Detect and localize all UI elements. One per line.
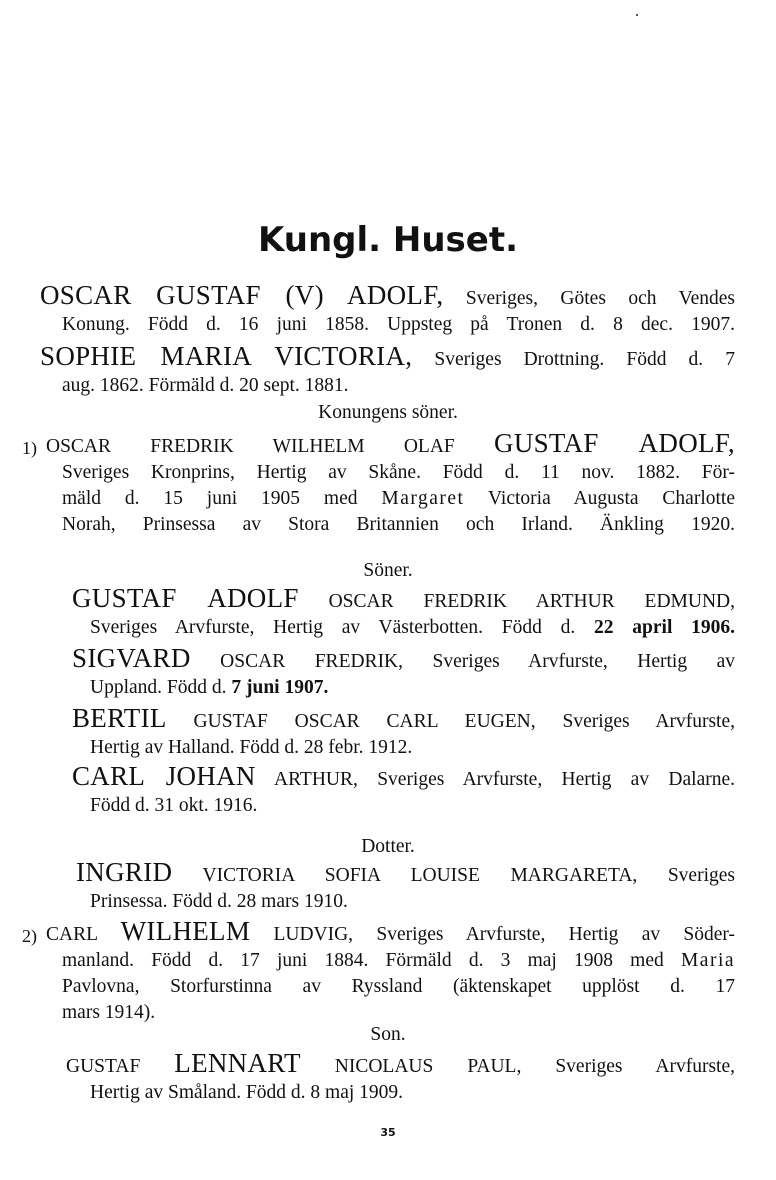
bertil-names: GUSTAF OSCAR CARL EUGEN, Sveriges Arvfurste,	[193, 711, 736, 732]
crown-prince-line3c: Victoria Augusta Charlotte	[488, 488, 735, 509]
heading-konungens-soner: Konungens söner.	[318, 402, 458, 423]
ingrid-name: INGRID	[76, 857, 173, 887]
gustaf-adolf-names: OSCAR FREDRIK ARTHUR EDMUND,	[328, 591, 736, 612]
crown-prince-name: GUSTAF ADOLF,	[494, 428, 735, 458]
king-details: Konung. Född d. 16 juni 1858. Uppsteg på Tronen d. 8 dec. 1907.	[62, 314, 735, 335]
carl-johan-details: Född d. 31 okt. 1916.	[90, 795, 258, 816]
king-title: Sveriges, Götes och Vendes	[465, 288, 736, 309]
crown-prince-spouse: Margaret	[381, 488, 465, 509]
carl-wilhelm-spouse: Maria	[680, 950, 736, 971]
queen-details: aug. 1862. Förmäld d. 20 sept. 1881.	[62, 375, 349, 396]
entry-carl-wilhelm	[46, 918, 735, 1026]
gustaf-adolf-title: Sveriges Arvfurste, Hertig av Västerbotten. Född d.	[90, 617, 576, 638]
carl-wilhelm-line3: Pavlovna, Storfurstinna av Ryssland (äktenskapet upplöst d. 17	[62, 976, 735, 997]
page-title: Kungl. Huset.	[257, 220, 519, 260]
crown-prince-line4: Norah, Prinsessa av Stora Britannien och Irland. Änkling 1920.	[62, 514, 735, 535]
heading-soner: Söner.	[363, 560, 413, 581]
lennart-names: NICOLAUS PAUL, Sveriges Arvfurste,	[334, 1056, 736, 1077]
bertil-details: Hertig av Halland. Född d. 28 febr. 1912.	[90, 737, 413, 758]
lennart-name: LENNART	[174, 1048, 301, 1078]
king-name: OSCAR GUSTAF (V) ADOLF,	[40, 280, 444, 310]
queen-name: SOPHIE MARIA VICTORIA,	[40, 341, 413, 371]
queen-title: Sveriges Drottning. Född d. 7	[434, 349, 735, 370]
page-number: 35	[380, 1126, 396, 1139]
entry-carl-johan	[72, 763, 735, 819]
crown-prince-line3a: mäld d. 15 juni 1905 med	[62, 488, 358, 509]
entry-crown-prince	[46, 430, 735, 538]
heading-dotter: Dotter.	[361, 836, 415, 857]
carl-wilhelm-given: CARL	[46, 924, 98, 945]
carl-wilhelm-names: LUDVIG, Sveriges Arvfurste, Hertig av Söder-	[273, 924, 736, 945]
ingrid-names: VICTORIA SOFIA LOUISE MARGARETA, Sveriges	[202, 865, 735, 886]
crown-prince-line2: Sveriges Kronprins, Hertig av Skåne. Född d. 11 nov. 1882. För-	[62, 462, 735, 483]
sigvard-names: OSCAR FREDRIK, Sveriges Arvfurste, Hertig av	[220, 651, 736, 672]
entry-sigvard	[72, 645, 735, 701]
crown-prince-given-names: OSCAR FREDRIK WILHELM OLAF	[46, 436, 455, 457]
entry-bertil	[72, 705, 735, 761]
carl-johan-name: CARL JOHAN	[72, 761, 256, 791]
sigvard-title: Uppland. Född d.	[90, 677, 227, 698]
entry-number-1: 1)	[22, 438, 37, 458]
entry-king	[40, 282, 735, 338]
sigvard-birth: 7 juni 1907.	[231, 677, 329, 698]
entry-number-2: 2)	[22, 926, 37, 946]
entry-queen	[40, 343, 735, 399]
carl-wilhelm-line2a: manland. Född d. 17 juni 1884. Förmäld d. 3 maj 1908 med	[62, 950, 664, 971]
gustaf-adolf-name: GUSTAF ADOLF	[72, 583, 299, 613]
entry-ingrid	[76, 859, 735, 915]
carl-wilhelm-line4: mars 1914).	[62, 1002, 156, 1023]
carl-johan-names: ARTHUR, Sveriges Arvfurste, Hertig av Dalarne.	[273, 769, 735, 790]
lennart-given: GUSTAF	[66, 1056, 141, 1077]
ingrid-details: Prinsessa. Född d. 28 mars 1910.	[90, 891, 348, 912]
lennart-details: Hertig av Småland. Född d. 8 maj 1909.	[90, 1082, 404, 1103]
sigvard-name: SIGVARD	[72, 643, 191, 673]
bertil-name: BERTIL	[72, 703, 167, 733]
entry-gustaf-adolf	[72, 585, 735, 641]
carl-wilhelm-name: WILHELM	[120, 916, 251, 946]
heading-son: Son.	[370, 1024, 406, 1045]
entry-lennart	[66, 1050, 735, 1106]
specks-mark	[636, 14, 638, 16]
gustaf-adolf-birth: 22 april 1906.	[594, 617, 735, 638]
